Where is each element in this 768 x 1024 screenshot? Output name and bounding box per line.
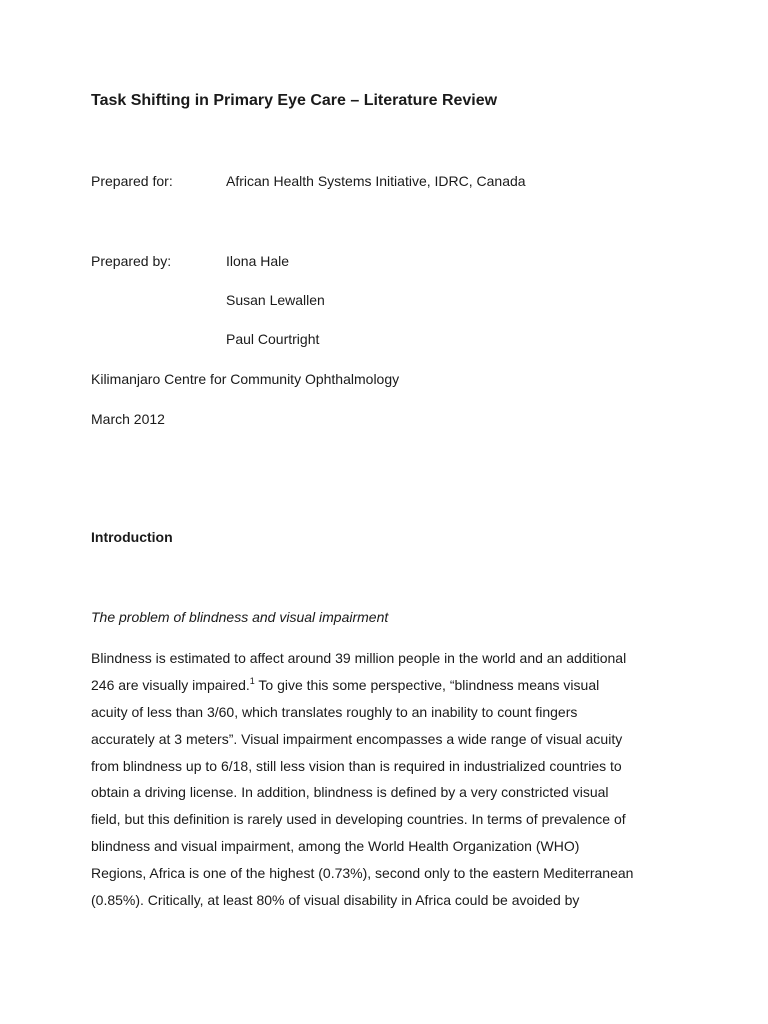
document-title: Task Shifting in Primary Eye Care – Literature Review [91, 92, 498, 109]
paragraph-line: Blindness is estimated to affect around 39 million people in the world and an additional [91, 650, 627, 666]
paragraph-line [91, 676, 691, 703]
paragraph-line: acuity of less than 3/60, which translates roughly to an inability to count fingers [91, 703, 578, 720]
paragraph-line-text: To give this some perspective, “blindness means visual [254, 676, 600, 693]
paragraph-line: blindness and visual impairment, among the World Health Organization (WHO) [91, 838, 580, 855]
paragraph-line: from blindness up to 6/18, still less vision than is required in industrialized countries to [91, 757, 622, 774]
prepared-for-value: African Health Systems Initiative, IDRC, Canada [226, 173, 526, 189]
section-heading: Introduction [91, 529, 173, 545]
paragraph-line: field, but this definition is rarely used in developing countries. In terms of prevalence of [91, 811, 626, 828]
document-date: March 2012 [91, 411, 165, 427]
author-name: Paul Courtright [226, 331, 320, 347]
author-name: Ilona Hale [226, 253, 290, 269]
paragraph-line: Regions, Africa is one of the highest (0.73%), second only to the eastern Mediterranean [91, 865, 634, 882]
paragraph-line-text: 246 are visually impaired. [91, 676, 250, 693]
footnote-marker: 1 [249, 675, 255, 686]
subsection-heading: The problem of blindness and visual impairment [91, 609, 389, 625]
paragraph-line: (0.85%). Critically, at least 80% of visual disability in Africa could be avoided by [91, 892, 580, 909]
body-paragraph [91, 649, 691, 918]
paragraph-line: obtain a driving license. In addition, blindness is defined by a very constricted visual [91, 784, 609, 801]
prepared-by-label: Prepared by: [91, 253, 172, 269]
paragraph-line: accurately at 3 meters”. Visual impairment encompasses a wide range of visual acuity [91, 730, 623, 747]
author-name: Susan Lewallen [226, 292, 325, 308]
prepared-for-label: Prepared for: [91, 173, 173, 189]
organization: Kilimanjaro Centre for Community Ophthalmology [91, 371, 400, 387]
